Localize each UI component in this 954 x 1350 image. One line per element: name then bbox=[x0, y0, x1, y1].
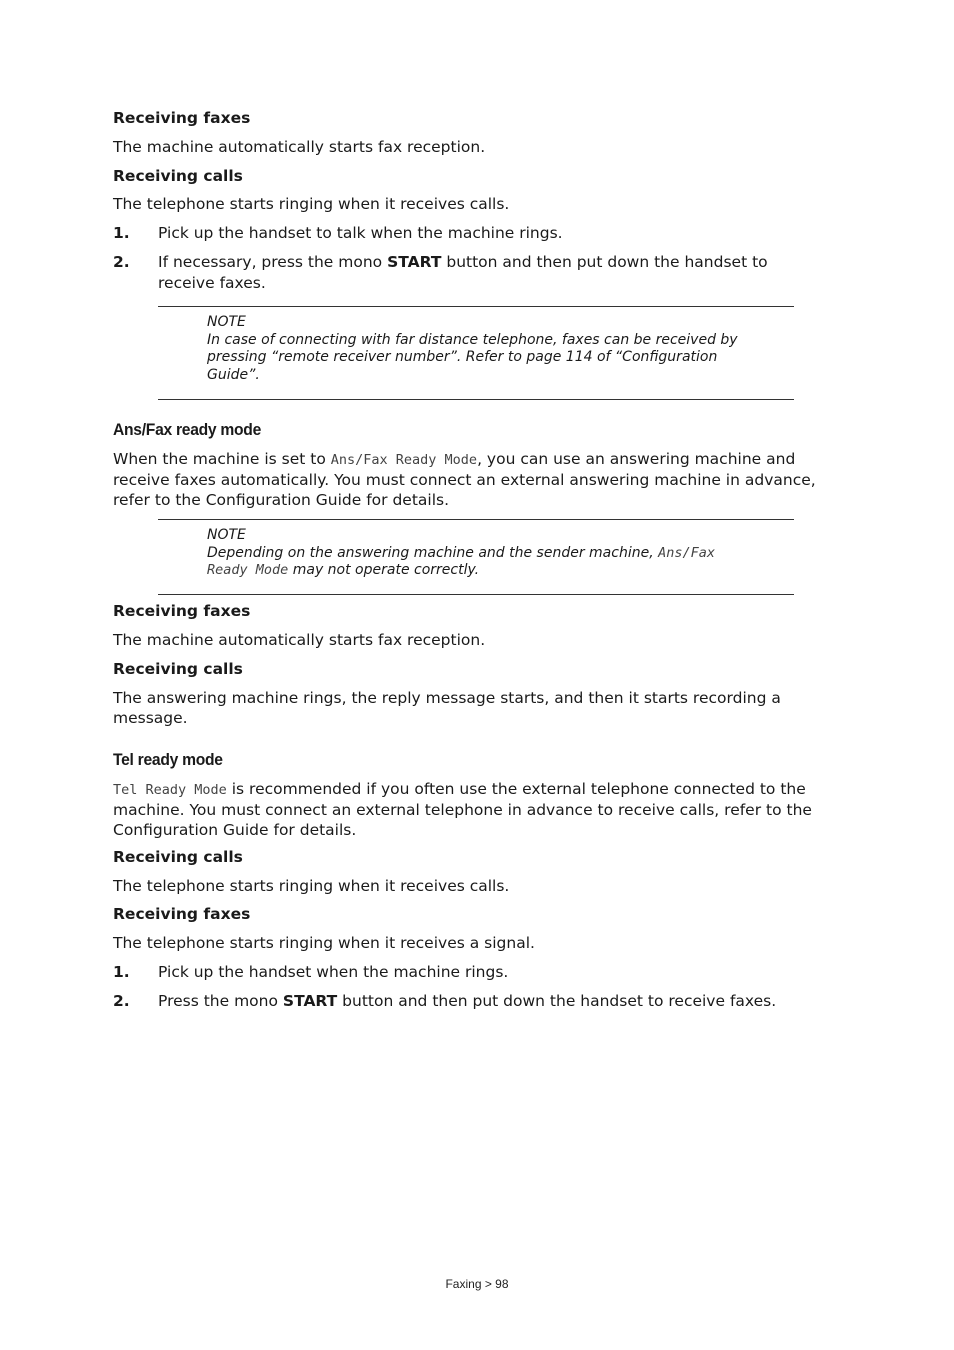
note-label: NOTE bbox=[207, 314, 246, 330]
note-pre: Depending on the answering machine and the sender machine, bbox=[207, 544, 659, 561]
mode-name: Ans/Fax Ready Mode bbox=[207, 544, 716, 578]
step-text bbox=[158, 991, 838, 1012]
start-button-label: START bbox=[282, 992, 338, 1010]
receiving-faxes-heading: Receiving faxes bbox=[113, 109, 251, 127]
start-button-label: START bbox=[387, 253, 442, 271]
section-heading-ansfax: Ans/Fax ready mode bbox=[113, 420, 262, 439]
tel-intro bbox=[113, 779, 841, 840]
page-footer: Faxing > 98 bbox=[445, 1277, 509, 1291]
intro-post: is recommended if you often use the external telephone connected to the machine. You must connect an external telephone in advance to receive calls, refer to the Configuration Guide for details. bbox=[113, 780, 812, 839]
ansfax-intro bbox=[113, 449, 841, 510]
intro-pre: When the machine is set to bbox=[113, 450, 331, 468]
note-box bbox=[207, 314, 767, 384]
mode-name: Tel Ready Mode bbox=[113, 782, 227, 798]
receiving-calls-text: The answering machine rings, the reply message starts, and then it starts recording a message. bbox=[113, 689, 781, 727]
note-divider-bottom bbox=[158, 399, 794, 400]
note-text bbox=[207, 545, 752, 580]
receiving-calls-heading: Receiving calls bbox=[113, 848, 243, 866]
mode-name: Ans/Fax Ready Mode bbox=[330, 452, 478, 468]
note-divider-top bbox=[158, 519, 794, 520]
step-text bbox=[158, 252, 818, 294]
receiving-faxes-text: The telephone starts ringing when it receives a signal. bbox=[113, 934, 535, 952]
receiving-calls-heading: Receiving calls bbox=[113, 660, 243, 678]
step-text-pre: If necessary, press the mono bbox=[158, 253, 388, 271]
note-box bbox=[207, 527, 767, 580]
note-text: In case of connecting with far distance telephone, faxes can be received by pressing “remote receiver number”. Refer to page 114 of “Configuration Guide”. bbox=[207, 331, 738, 383]
step-text-pre: Press the mono bbox=[158, 992, 283, 1010]
receiving-calls-text: The telephone starts ringing when it receives calls. bbox=[113, 877, 510, 895]
receiving-calls-text: The telephone starts ringing when it receives calls. bbox=[113, 195, 510, 213]
step-number: 1. bbox=[113, 963, 130, 981]
section-heading-tel: Tel ready mode bbox=[113, 750, 223, 769]
receiving-faxes-text: The machine automatically starts fax reception. bbox=[113, 138, 486, 156]
receiving-calls-heading: Receiving calls bbox=[113, 167, 243, 185]
note-label: NOTE bbox=[207, 527, 246, 543]
intro-post: , you can use an answering machine and receive faxes automatically. You must connect an external answering machine in advance, refer to the Configuration Guide for details. bbox=[113, 450, 816, 509]
receiving-faxes-text: The machine automatically starts fax reception. bbox=[113, 631, 486, 649]
step-text-post: button and then put down the handset to receive faxes. bbox=[158, 253, 768, 292]
step-text: Pick up the handset to talk when the machine rings. bbox=[158, 224, 563, 242]
note-divider-top bbox=[158, 306, 794, 307]
note-post: may not operate correctly. bbox=[288, 562, 480, 578]
receiving-faxes-heading: Receiving faxes bbox=[113, 602, 251, 620]
step-number: 2. bbox=[113, 253, 130, 271]
step-text: Pick up the handset when the machine rings. bbox=[158, 963, 509, 981]
receiving-faxes-heading: Receiving faxes bbox=[113, 905, 251, 923]
step-number: 1. bbox=[113, 224, 130, 242]
step-text-post: button and then put down the handset to receive faxes. bbox=[337, 992, 777, 1010]
step-number: 2. bbox=[113, 992, 130, 1010]
note-divider-bottom bbox=[158, 594, 794, 595]
